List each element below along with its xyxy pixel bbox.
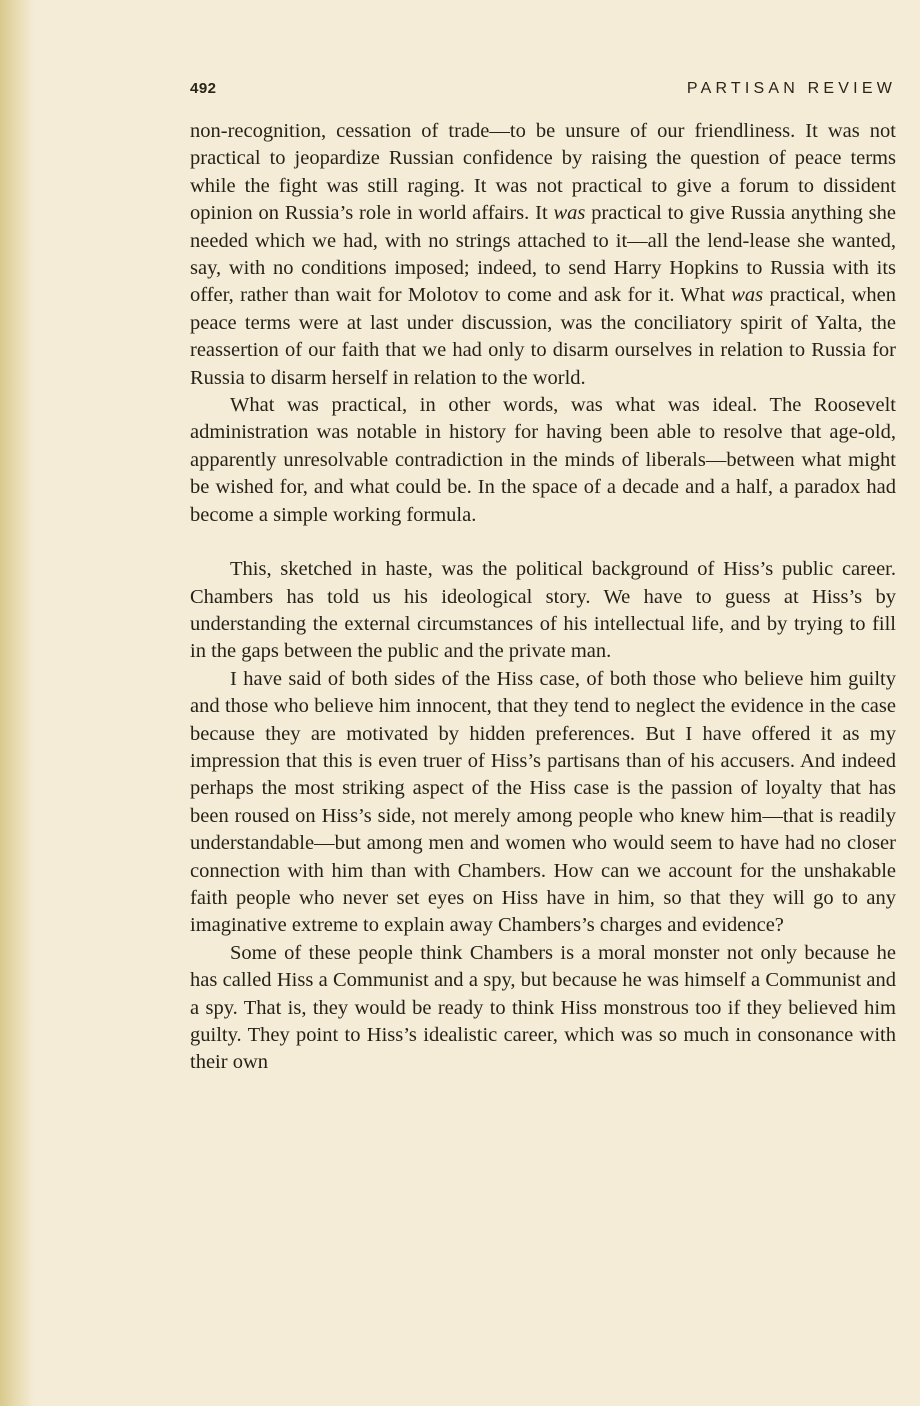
paragraph-text: practical, when peace terms were at last under discussion, was the conciliatory spirit of Yalta, the reassertion of our faith that we had only to disarm ourselves in relation to Russia for Russia to disarm herself in relation to the world. (190, 284, 896, 389)
paragraph: What was practical, in other words, was what was ideal. The Roosevelt administration was notable in history for having been able to resolve that age-old, apparently unresolvable contradiction in the minds of liberals—between what might be wished for, and what could be. In the space of a decade and a half, a paradox had become a simple working formula. (190, 394, 896, 526)
paragraph-text: practical to give Russia anything she needed which we had, with no strings attached to it—all the lend-lease she wanted, say, with no conditions imposed; indeed, to send Harry Hopkins to Russia with its offer, rather than wait for Molotov to come and ask for it. What (190, 202, 896, 307)
italic-emphasis: was (731, 284, 764, 307)
page-number: 492 (190, 80, 217, 97)
paragraph-section-start: This, sketched in haste, was the political background of Hiss’s public career. Chambers has told us his ideological story. We have to guess at Hiss’s by understanding the external circumstances of his intellectual life, and by trying to fill in the gaps between the public and the private man. (190, 558, 896, 663)
running-head (190, 80, 896, 102)
italic-emphasis: was (553, 202, 586, 225)
paragraph: I have said of both sides of the Hiss case, of both those who believe him guilty and those who believe him innocent, that they tend to neglect the evidence in the case because they are motivated by hidden preferences. But I have offered it as my impression that this is even truer of Hiss’s partisans than of his accusers. And indeed perhaps the most striking aspect of the Hiss case is the passion of loyalty that has been roused on Hiss’s side, not merely among people who knew him—that is readily understandable—but among men and women who would seem to have had no closer connection with him than with Chambers. How can we account for the unshakable faith people who never set eyes on Hiss have in him, so that they will go to any imaginative extreme to explain away Chambers’s charges and evidence? (190, 667, 896, 937)
paragraph: Some of these people think Chambers is a moral monster not only because he has called Hiss a Communist and a spy, but because he was himself a Communist and a spy. That is, they would be ready to think Hiss monstrous too if they believed him guilty. They point to Hiss’s idealistic career, which was so much in consonance with their own (190, 941, 896, 1074)
journal-title: PARTISAN REVIEW (686, 80, 896, 97)
paragraph-continued (190, 118, 896, 392)
page-binding-shadow (0, 0, 34, 1406)
paragraph-text: non-recognition, cessation of trade—to be unsure of our friendliness. It was not practical to jeopardize Russian confidence by raising the question of peace terms while the fight was still raging. It was not practical to give a forum to dissident opinion on Russia’s role in world affairs. It (190, 120, 896, 225)
body-text (190, 118, 896, 1077)
